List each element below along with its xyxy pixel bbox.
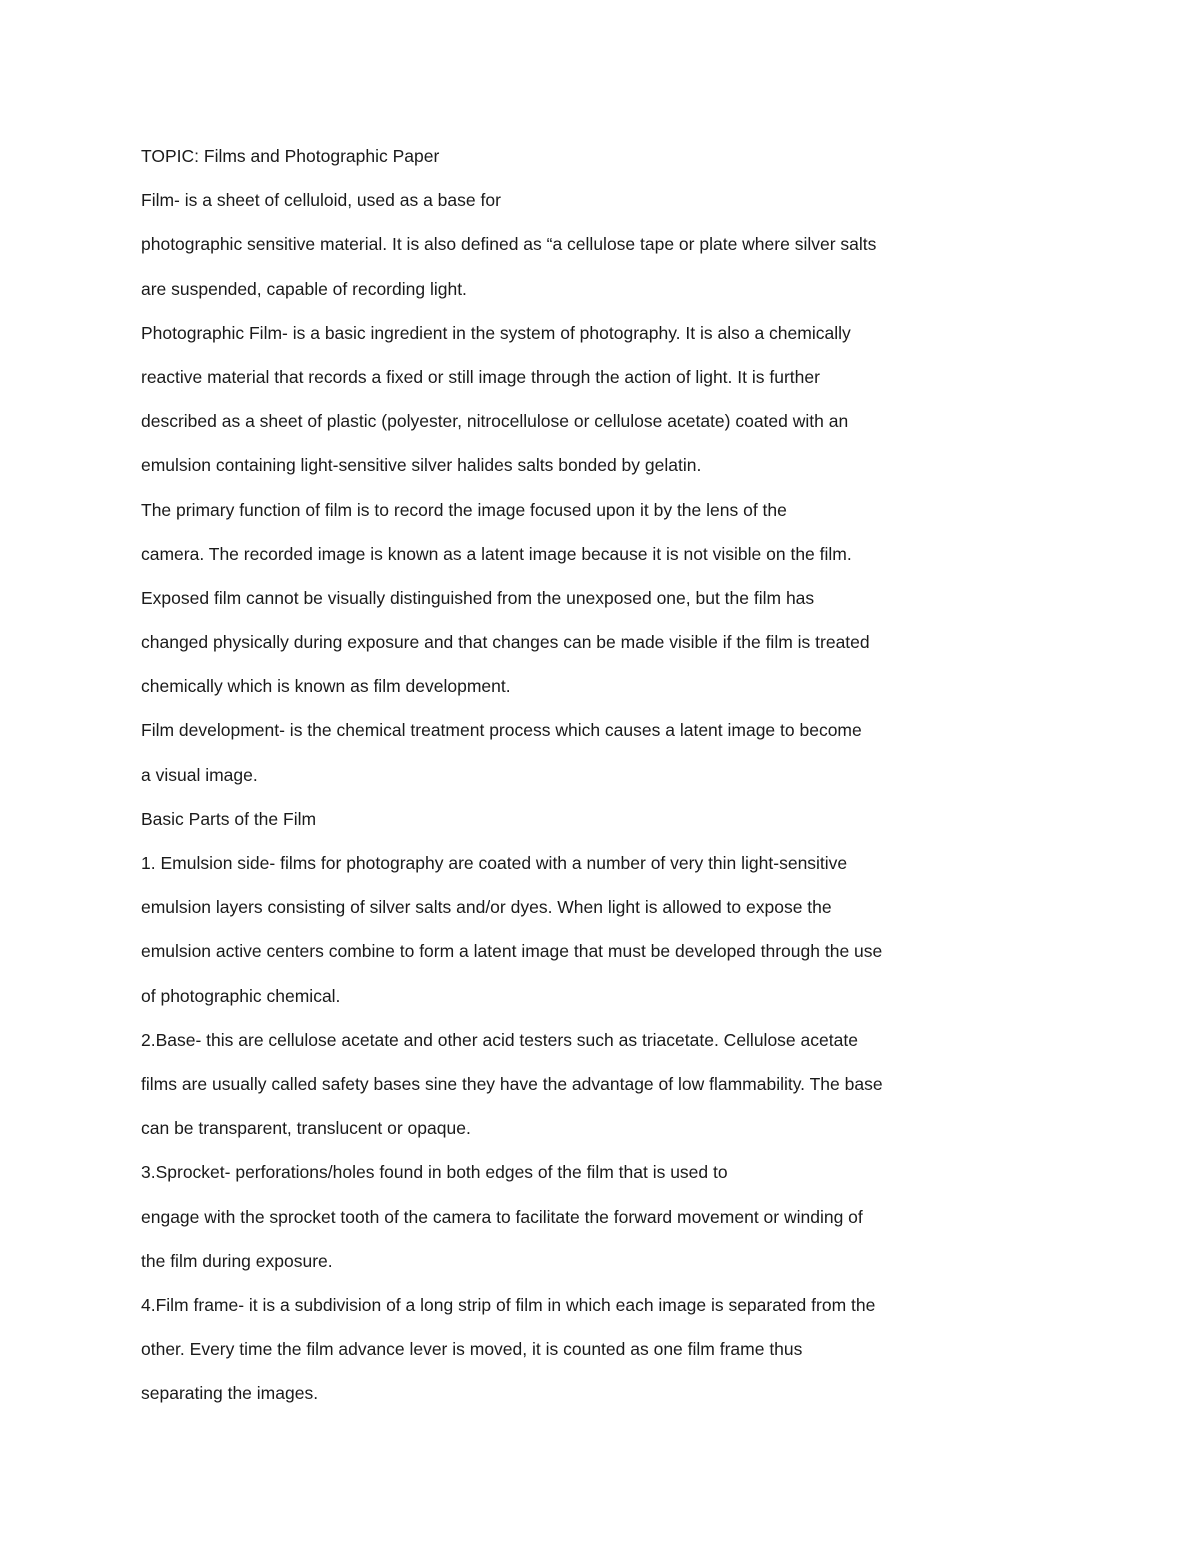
text-line: described as a sheet of plastic (polyester, nitrocellulose or cellulose acetate) coated with an bbox=[141, 411, 849, 432]
section-heading: Basic Parts of the Film bbox=[141, 808, 317, 829]
text-line: other. Every time the film advance lever is moved, it is counted as one film frame thus bbox=[141, 1339, 803, 1360]
text-line: films are usually called safety bases sine they have the advantage of low flammability. The base bbox=[141, 1073, 883, 1094]
text-line: emulsion containing light-sensitive silver halides salts bonded by gelatin. bbox=[141, 455, 702, 476]
text-line: can be transparent, translucent or opaque. bbox=[141, 1118, 471, 1139]
text-line: camera. The recorded image is known as a latent image because it is not visible on the film. bbox=[141, 543, 852, 564]
text-line: Photographic Film- is a basic ingredient in the system of photography. It is also a chemically bbox=[141, 322, 851, 343]
text-line: a visual image. bbox=[141, 764, 258, 785]
text-line: of photographic chemical. bbox=[141, 985, 341, 1006]
text-line: engage with the sprocket tooth of the camera to facilitate the forward movement or winding of bbox=[141, 1206, 863, 1227]
text-line: are suspended, capable of recording light. bbox=[141, 278, 467, 299]
text-line: The primary function of film is to record the image focused upon it by the lens of the bbox=[141, 499, 787, 520]
text-line: reactive material that records a fixed or still image through the action of light. It is further bbox=[141, 366, 820, 387]
text-line: Film development- is the chemical treatment process which causes a latent image to become bbox=[141, 720, 862, 741]
text-line: Film- is a sheet of celluloid, used as a base for bbox=[141, 190, 501, 211]
text-line: emulsion active centers combine to form a latent image that must be developed through the use bbox=[141, 941, 883, 962]
document-body bbox=[141, 142, 1001, 1423]
text-line: separating the images. bbox=[141, 1383, 319, 1404]
text-line: photographic sensitive material. It is also defined as “a cellulose tape or plate where silver salts bbox=[141, 234, 877, 255]
text-line: 2.Base- this are cellulose acetate and other acid testers such as triacetate. Cellulose acetate bbox=[141, 1029, 858, 1050]
text-line: changed physically during exposure and that changes can be made visible if the film is treated bbox=[141, 632, 870, 653]
text-line: 1. Emulsion side- films for photography are coated with a number of very thin light-sensitive bbox=[141, 853, 848, 873]
text-line: Exposed film cannot be visually distinguished from the unexposed one, but the film has bbox=[141, 587, 815, 608]
text-line: 3.Sprocket- perforations/holes found in both edges of the film that is used to bbox=[141, 1162, 728, 1183]
text-line: chemically which is known as film development. bbox=[141, 676, 511, 697]
text-line: the film during exposure. bbox=[141, 1250, 333, 1271]
text-line: emulsion layers consisting of silver salts and/or dyes. When light is allowed to expose the bbox=[141, 897, 832, 918]
text-line: 4.Film frame- it is a subdivision of a long strip of film in which each image is separated from the bbox=[141, 1294, 876, 1315]
topic-heading: TOPIC: Films and Photographic Paper bbox=[141, 146, 440, 166]
